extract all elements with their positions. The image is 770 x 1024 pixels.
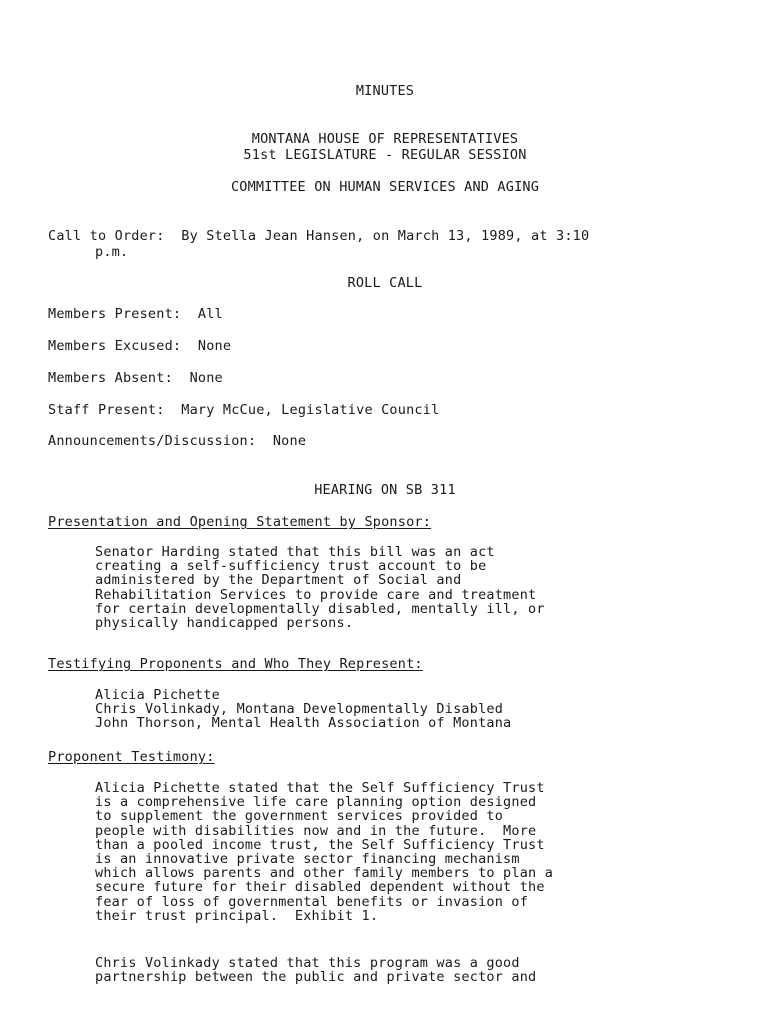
committee-name: COMMITTEE ON HUMAN SERVICES AND AGING [230,179,540,195]
call-to-order: Call to Order: By Stella Jean Hansen, on March 13, 1989, at 3:10 [48,228,590,244]
list-item: Chris Volinkady, Montana Developmentally Disabled [95,701,504,718]
session-name: 51st LEGISLATURE - REGULAR SESSION [243,147,527,163]
list-item: Alicia Pichette [95,687,220,703]
paragraph-line: administered by the Department of Social and [95,572,462,589]
paragraph-line: Senator Harding stated that this bill was an act [95,544,495,560]
call-to-order-continued: p.m. [95,244,129,260]
proponents-list [95,688,655,731]
roll-call-heading: ROLL CALL [347,275,423,291]
testimony-heading: Proponent Testimony: [48,749,215,765]
paragraph-line: their trust principal. Exhibit 1. [95,907,379,924]
paragraph-line: creating a self-sufficiency trust account to be [95,558,487,575]
paragraph-line: is an innovative private sector financing mechanism [95,851,520,868]
paragraph-line: for certain developmentally disabled, mentally ill, or [95,600,545,617]
list-item: John Thorson, Mental Health Association of Montana [95,715,512,732]
paragraph-line: which allows parents and other family members to plan a [95,865,554,882]
members-present: Members Present: All [48,306,223,322]
paragraph-line: fear of loss of governmental benefits or invasion of [95,893,529,910]
paragraph-line: is a comprehensive life care planning option designed [95,794,537,811]
announcements: Announcements/Discussion: None [48,433,307,449]
testimony-paragraph-2 [95,956,655,984]
staff-present: Staff Present: Mary McCue, Legislative Council [48,402,440,418]
paragraph-line: Alicia Pichette stated that the Self Sufficiency Trust [95,780,545,796]
presentation-paragraph [95,545,655,630]
paragraph-line: physically handicapped persons. [95,615,354,632]
testimony-paragraph-1 [95,781,655,923]
paragraph-line: Rehabilitation Services to provide care and treatment [95,586,537,603]
paragraph-line: secure future for their disabled dependent without the [95,879,545,896]
paragraph-line: to supplement the government services provided to [95,808,504,825]
paragraph-line: than a pooled income trust, the Self Sufficiency Trust [95,836,545,853]
paragraph-line: Chris Volinkady stated that this program was a good [95,955,520,971]
org-name: MONTANA HOUSE OF REPRESENTATIVES [251,131,519,147]
proponents-heading: Testifying Proponents and Who They Represent: [48,656,423,672]
hearing-heading: HEARING ON SB 311 [314,482,456,498]
members-excused: Members Excused: None [48,338,232,354]
paragraph-line: partnership between the public and private sector and [95,969,537,986]
paragraph-line: people with disabilities now and in the future. More [95,822,537,839]
document-title: MINUTES [355,83,415,99]
members-absent: Members Absent: None [48,370,223,386]
presentation-heading: Presentation and Opening Statement by Sponsor: [48,514,432,530]
